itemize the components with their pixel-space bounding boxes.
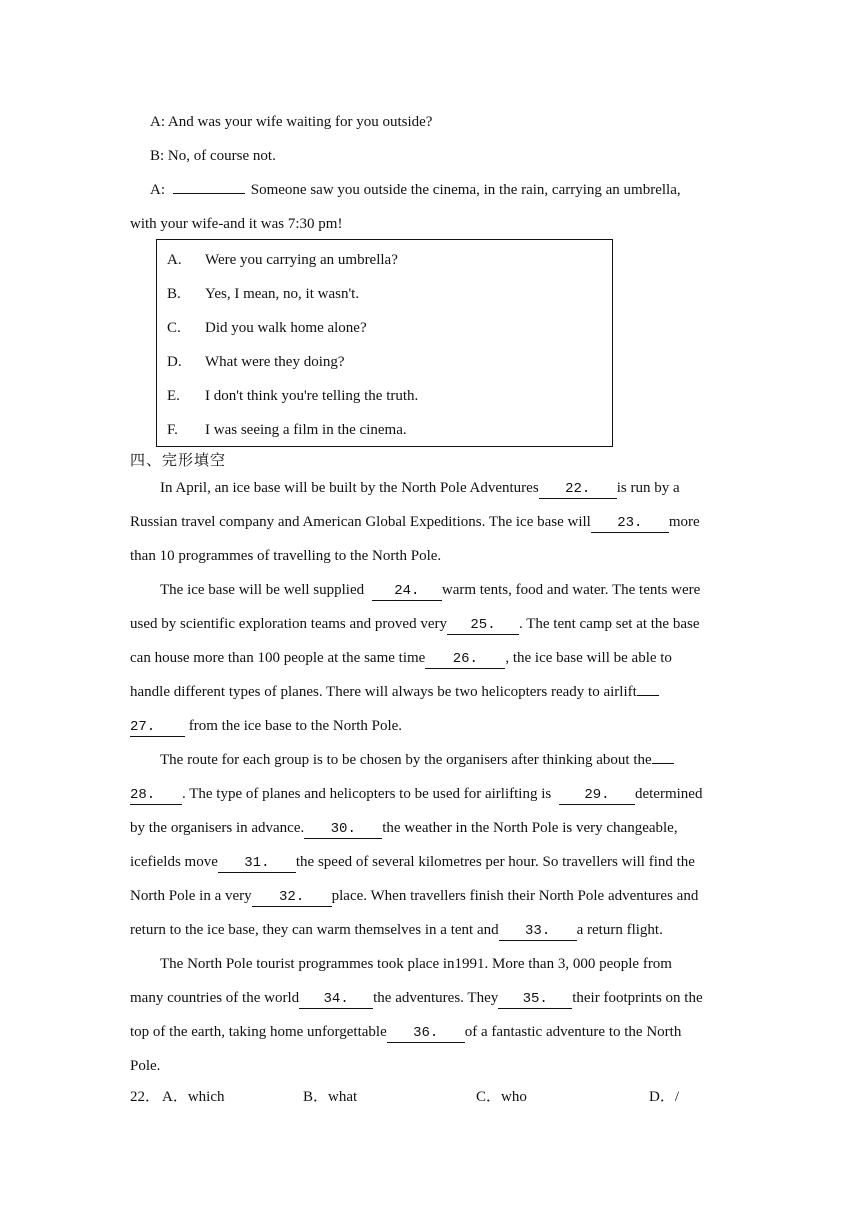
blank-32[interactable]: 32. xyxy=(252,889,332,907)
passage-line: can house more than 100 people at the same time 26. , the ice base will be able to xyxy=(130,650,672,667)
blank-22[interactable]: 22. xyxy=(539,481,617,499)
passage-line: handle different types of planes. There will always be two helicopters ready to airlift xyxy=(130,682,659,702)
dialogue-line: B: No, of course not. xyxy=(150,148,276,164)
choice-22-a[interactable]: A．which xyxy=(162,1089,225,1105)
option-d: D. What were they doing? xyxy=(167,354,345,370)
passage-line: Pole. xyxy=(130,1058,161,1074)
option-b: B. Yes, I mean, no, it wasn't. xyxy=(167,286,360,302)
blank-36[interactable]: 36. xyxy=(387,1025,465,1043)
passage-line: The route for each group is to be chosen by the organisers after thinking about the xyxy=(160,750,674,770)
dialogue-line-with-blank xyxy=(150,180,681,200)
blank-26[interactable]: 26. xyxy=(425,651,505,669)
passage-line: The North Pole tourist programmes took place in1991. More than 3, 000 people from xyxy=(160,956,672,972)
blank-25[interactable]: 25. xyxy=(447,617,519,635)
blank-30[interactable]: 30. xyxy=(304,821,382,839)
options-box xyxy=(156,239,613,447)
answer-blank[interactable] xyxy=(173,193,245,194)
dialogue-text: Someone saw you outside the cinema, in the rain, carrying an umbrella, xyxy=(250,182,681,198)
blank-27[interactable]: 27. xyxy=(130,719,185,737)
choice-22-b[interactable]: B．what xyxy=(303,1089,358,1105)
blank-31[interactable]: 31. xyxy=(218,855,296,873)
blank-28[interactable]: 28. xyxy=(130,787,182,805)
blank-24[interactable]: 24. xyxy=(372,583,442,601)
blank-35[interactable]: 35. xyxy=(498,991,572,1009)
option-a: A. Were you carrying an umbrella? xyxy=(167,252,398,268)
passage-line: The ice base will be well supplied 24. warm tents, food and water. The tents were xyxy=(160,582,701,599)
passage-line: North Pole in a very 32. place. When travellers finish their North Pole adventures and xyxy=(130,888,699,905)
passage-line: In April, an ice base will be built by the North Pole Adventures 22. is run by a xyxy=(160,480,680,497)
blank-33[interactable]: 33. xyxy=(499,923,577,941)
passage-line: return to the ice base, they can warm themselves in a tent and 33. a return flight. xyxy=(130,922,663,939)
blank-23[interactable]: 23. xyxy=(591,515,669,533)
option-e: E. I don't think you're telling the truth. xyxy=(167,388,419,404)
question-22-number: 22． xyxy=(130,1089,161,1105)
blank-29[interactable]: 29. xyxy=(559,787,635,805)
passage-line: than 10 programmes of travelling to the North Pole. xyxy=(130,548,442,564)
passage-line: icefields move 31. the speed of several kilometres per hour. So travellers will find the xyxy=(130,854,695,871)
section-heading: 四、完形填空 xyxy=(130,451,227,469)
passage-line: many countries of the world 34. the adventures. They 35. their footprints on the xyxy=(130,990,703,1007)
option-f: F. I was seeing a film in the cinema. xyxy=(167,422,407,438)
passage-line: 27. from the ice base to the North Pole. xyxy=(130,718,403,735)
blank-34[interactable]: 34. xyxy=(299,991,373,1009)
passage-line: 28. . The type of planes and helicopters to be used for airlifting is 29. determined xyxy=(130,786,703,803)
blank-27-start xyxy=(637,695,659,696)
dialogue-line: A: And was your wife waiting for you outside? xyxy=(150,114,433,130)
dialogue-line: with your wife-and it was 7:30 pm! xyxy=(130,216,343,232)
passage-line: top of the earth, taking home unforgettable 36. of a fantastic adventure to the North xyxy=(130,1024,682,1041)
passage-line: used by scientific exploration teams and proved very 25. . The tent camp set at the base xyxy=(130,616,700,633)
blank-28-start xyxy=(652,763,674,764)
choice-22-d[interactable]: D．/ xyxy=(649,1089,680,1105)
passage-line: Russian travel company and American Global Expeditions. The ice base will 23. more xyxy=(130,514,700,531)
speaker-label: A: xyxy=(150,182,169,198)
passage-line: by the organisers in advance. 30. the weather in the North Pole is very changeable, xyxy=(130,820,678,837)
choice-22-c[interactable]: C．who xyxy=(476,1089,527,1105)
option-c: C. Did you walk home alone? xyxy=(167,320,367,336)
